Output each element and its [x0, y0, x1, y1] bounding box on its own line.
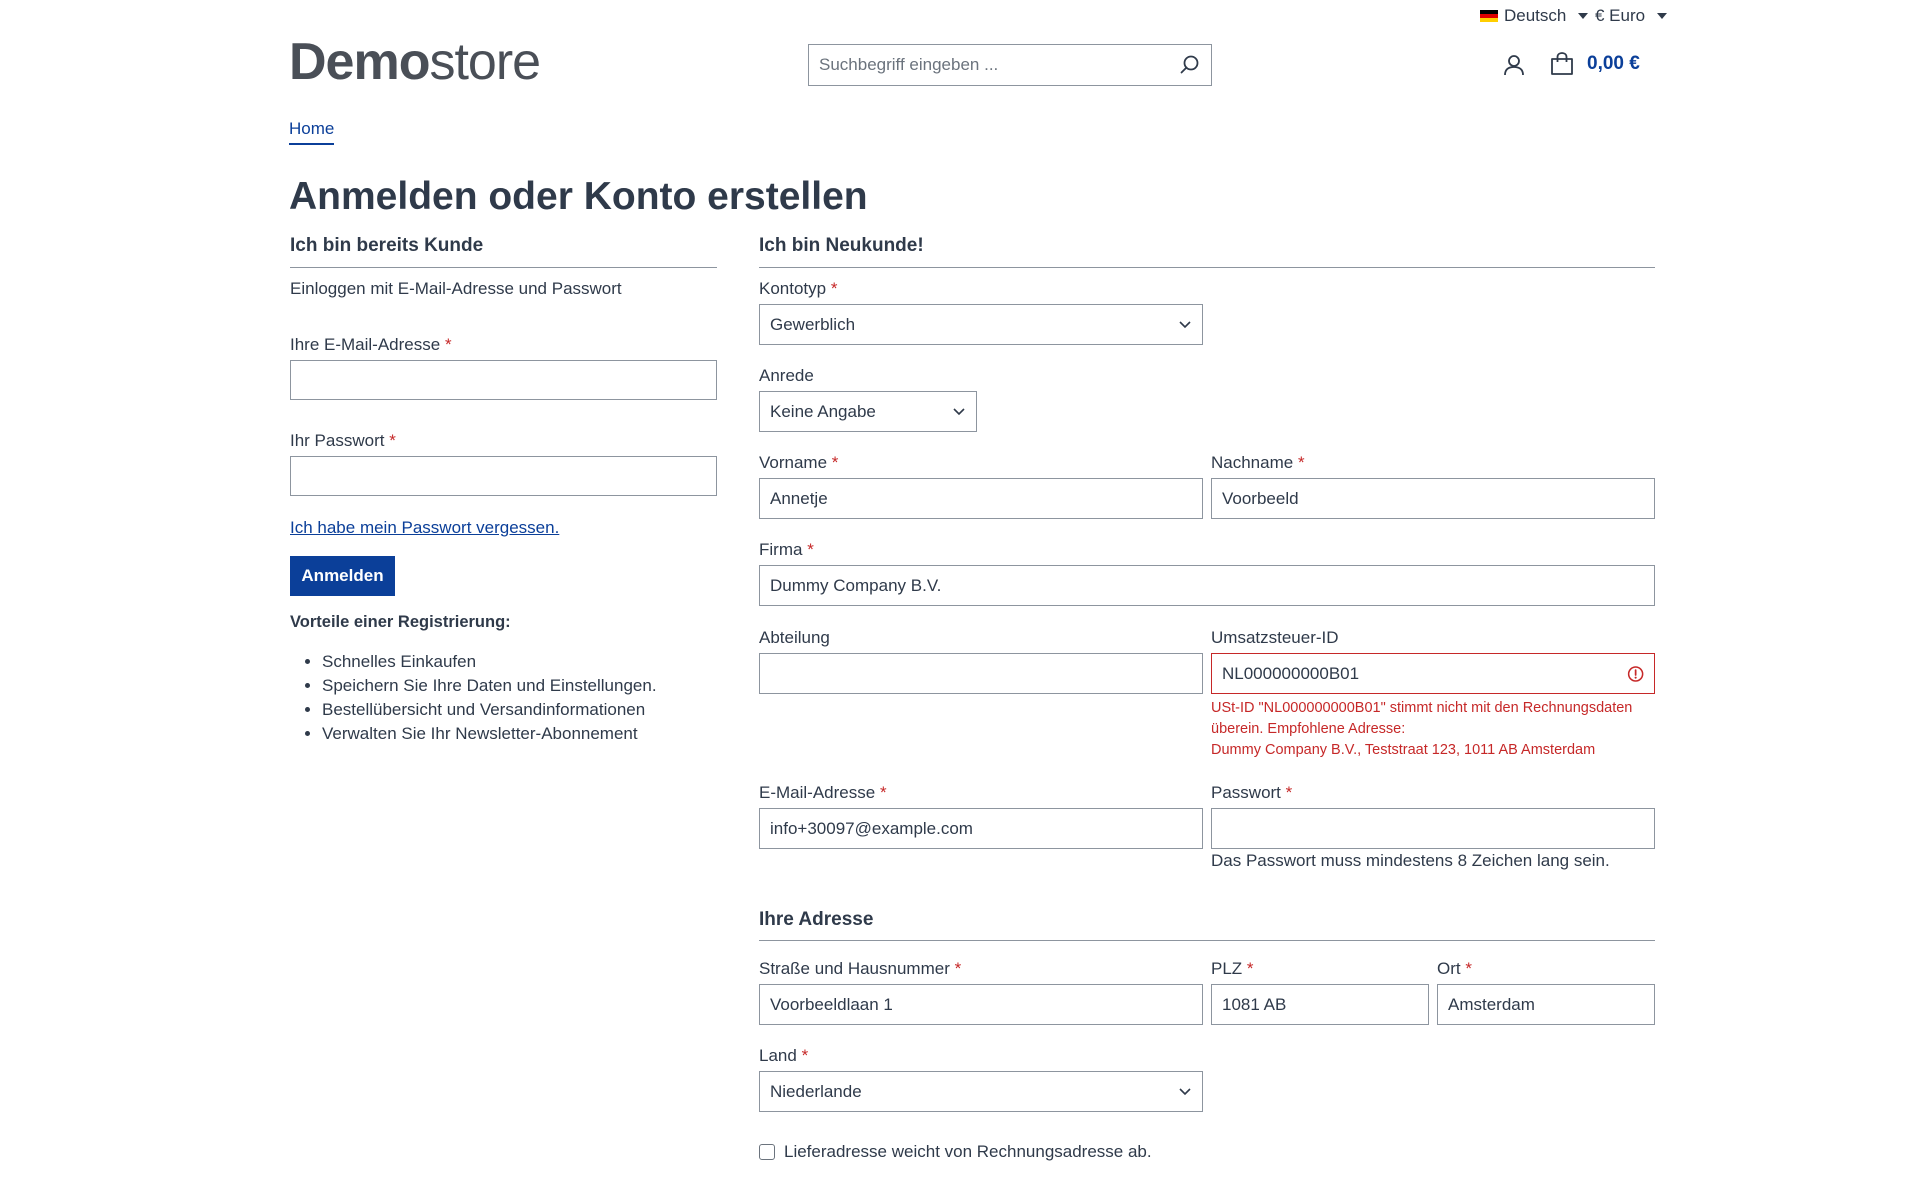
country-select[interactable]	[759, 1071, 1203, 1112]
city-input[interactable]	[1448, 995, 1644, 1015]
account-type-select[interactable]	[759, 304, 1203, 345]
email-field	[759, 808, 1203, 849]
list-item: • Schnelles Einkaufen	[322, 650, 657, 674]
chevron-down-icon	[1178, 320, 1192, 330]
search-icon[interactable]	[1179, 54, 1201, 76]
firstname-label-text: Vorname	[759, 453, 828, 472]
login-password-label	[290, 431, 396, 451]
chevron-down-icon	[1178, 1087, 1192, 1097]
street-label	[759, 959, 961, 979]
required-mark: *	[1246, 959, 1254, 978]
login-password-label-text: Ihr Passwort	[290, 431, 385, 450]
page-title: Anmelden oder Konto erstellen	[289, 175, 868, 218]
shipping-address-checkbox[interactable]	[759, 1144, 775, 1160]
error-icon	[1627, 665, 1644, 683]
required-mark: *	[389, 431, 396, 450]
login-email-field	[290, 360, 717, 400]
chevron-down-icon	[1578, 13, 1588, 19]
list-item: • Bestellübersicht und Versandinformationen	[322, 698, 657, 722]
company-input[interactable]	[770, 576, 1644, 596]
address-heading: Ihre Adresse	[759, 909, 874, 930]
login-email-label	[290, 335, 452, 355]
cart-total[interactable]: 0,00 €	[1587, 53, 1640, 74]
vat-id-error	[1211, 698, 1632, 761]
language-label: Deutsch	[1504, 6, 1567, 25]
password-field	[1211, 808, 1655, 849]
search-input[interactable]	[819, 55, 1179, 75]
benefits-heading: Vorteile einer Registrierung:	[290, 613, 511, 631]
zip-input[interactable]	[1222, 995, 1418, 1015]
department-label: Abteilung	[759, 628, 830, 647]
lastname-input[interactable]	[1222, 489, 1644, 509]
vat-error-line: überein. Empfohlene Adresse:	[1211, 721, 1406, 737]
vat-id-input[interactable]	[1222, 664, 1627, 684]
required-mark: *	[830, 279, 838, 298]
login-email-label-text: Ihre E-Mail-Adresse	[290, 335, 441, 354]
vat-id-label: Umsatzsteuer-ID	[1211, 628, 1339, 647]
store-logo[interactable]	[289, 33, 541, 91]
vat-error-line: USt-ID "NL000000000B01" stimmt nicht mit den Rechnungsdaten	[1211, 700, 1633, 716]
street-input[interactable]	[770, 995, 1192, 1015]
account-type-value: Gewerblich	[770, 314, 856, 334]
login-divider	[290, 267, 717, 268]
required-mark: *	[831, 453, 839, 472]
company-label-text: Firma	[759, 540, 803, 559]
salutation-label: Anrede	[759, 366, 814, 385]
login-heading: Ich bin bereits Kunde	[290, 235, 484, 256]
zip-label	[1211, 959, 1254, 979]
lastname-field	[1211, 478, 1655, 519]
country-label-text: Land	[759, 1046, 797, 1065]
company-label	[759, 540, 814, 560]
chevron-down-icon	[952, 407, 966, 417]
required-mark: *	[879, 783, 887, 802]
address-divider	[759, 940, 1655, 941]
salutation-value: Keine Angabe	[770, 401, 876, 421]
required-mark: *	[1297, 453, 1305, 472]
chevron-down-icon	[1657, 13, 1667, 19]
benefits-list	[290, 650, 657, 746]
zip-field	[1211, 984, 1429, 1025]
country-label	[759, 1046, 808, 1066]
email-input[interactable]	[770, 819, 1192, 839]
login-email-input[interactable]	[301, 370, 706, 390]
required-mark: *	[1465, 959, 1472, 978]
required-mark: *	[801, 1046, 809, 1065]
country-value: Niederlande	[770, 1081, 862, 1101]
search-box	[808, 44, 1212, 86]
vat-error-line: Dummy Company B.V., Teststraat 123, 1011 AB Amsterdam	[1211, 742, 1596, 758]
shipping-address-checkbox-label: Lieferadresse weicht von Rechnungsadresse ab.	[784, 1142, 1152, 1161]
account-icon[interactable]	[1502, 53, 1526, 77]
login-subtitle: Einloggen mit E-Mail-Adresse und Passwort	[290, 279, 622, 298]
required-mark: *	[1285, 783, 1293, 802]
password-label-text: Passwort	[1211, 783, 1281, 802]
vat-id-field	[1211, 653, 1655, 694]
forgot-password-link[interactable]: Ich habe mein Passwort vergessen.	[290, 518, 560, 537]
account-type-label-text: Kontotyp	[759, 279, 827, 298]
login-button[interactable]: Anmelden	[290, 556, 395, 596]
department-field	[759, 653, 1203, 694]
required-mark: *	[807, 540, 814, 559]
password-help: Das Passwort muss mindestens 8 Zeichen lang sein.	[1211, 851, 1610, 870]
currency-label: € Euro	[1595, 6, 1646, 25]
shipping-address-option[interactable]	[759, 1142, 1152, 1162]
salutation-select[interactable]	[759, 391, 977, 432]
city-field	[1437, 984, 1655, 1025]
street-field	[759, 984, 1203, 1025]
login-password-input[interactable]	[301, 466, 706, 486]
logo-bold-text: Demo	[289, 33, 430, 91]
firstname-input[interactable]	[770, 489, 1192, 509]
email-label-text: E-Mail-Adresse	[759, 783, 876, 802]
currency-selector[interactable]	[1595, 6, 1667, 26]
firstname-label	[759, 453, 838, 473]
department-input[interactable]	[770, 664, 1192, 684]
list-item: • Verwalten Sie Ihr Newsletter-Abonnement	[322, 722, 657, 746]
login-password-field	[290, 456, 717, 496]
register-divider	[759, 267, 1655, 268]
lastname-label-text: Nachname	[1211, 453, 1294, 472]
breadcrumb-home[interactable]: Home	[289, 119, 334, 145]
list-item: • Speichern Sie Ihre Daten und Einstellungen.	[322, 674, 657, 698]
company-field	[759, 565, 1655, 606]
email-label	[759, 783, 887, 803]
street-label-text: Straße und Hausnummer	[759, 959, 950, 978]
required-mark: *	[954, 959, 962, 978]
cart-icon[interactable]	[1549, 51, 1575, 77]
language-selector[interactable]	[1480, 6, 1588, 26]
password-label	[1211, 783, 1292, 803]
register-heading: Ich bin Neukunde!	[759, 235, 924, 256]
lastname-label	[1211, 453, 1305, 473]
firstname-field	[759, 478, 1203, 519]
zip-label-text: PLZ	[1211, 959, 1243, 978]
german-flag-icon	[1480, 10, 1498, 22]
required-mark: *	[444, 335, 452, 354]
city-label-text: Ort	[1437, 959, 1461, 978]
city-label	[1437, 959, 1472, 979]
logo-light-text: store	[429, 33, 541, 91]
account-type-label	[759, 279, 837, 299]
password-input[interactable]	[1222, 819, 1644, 839]
